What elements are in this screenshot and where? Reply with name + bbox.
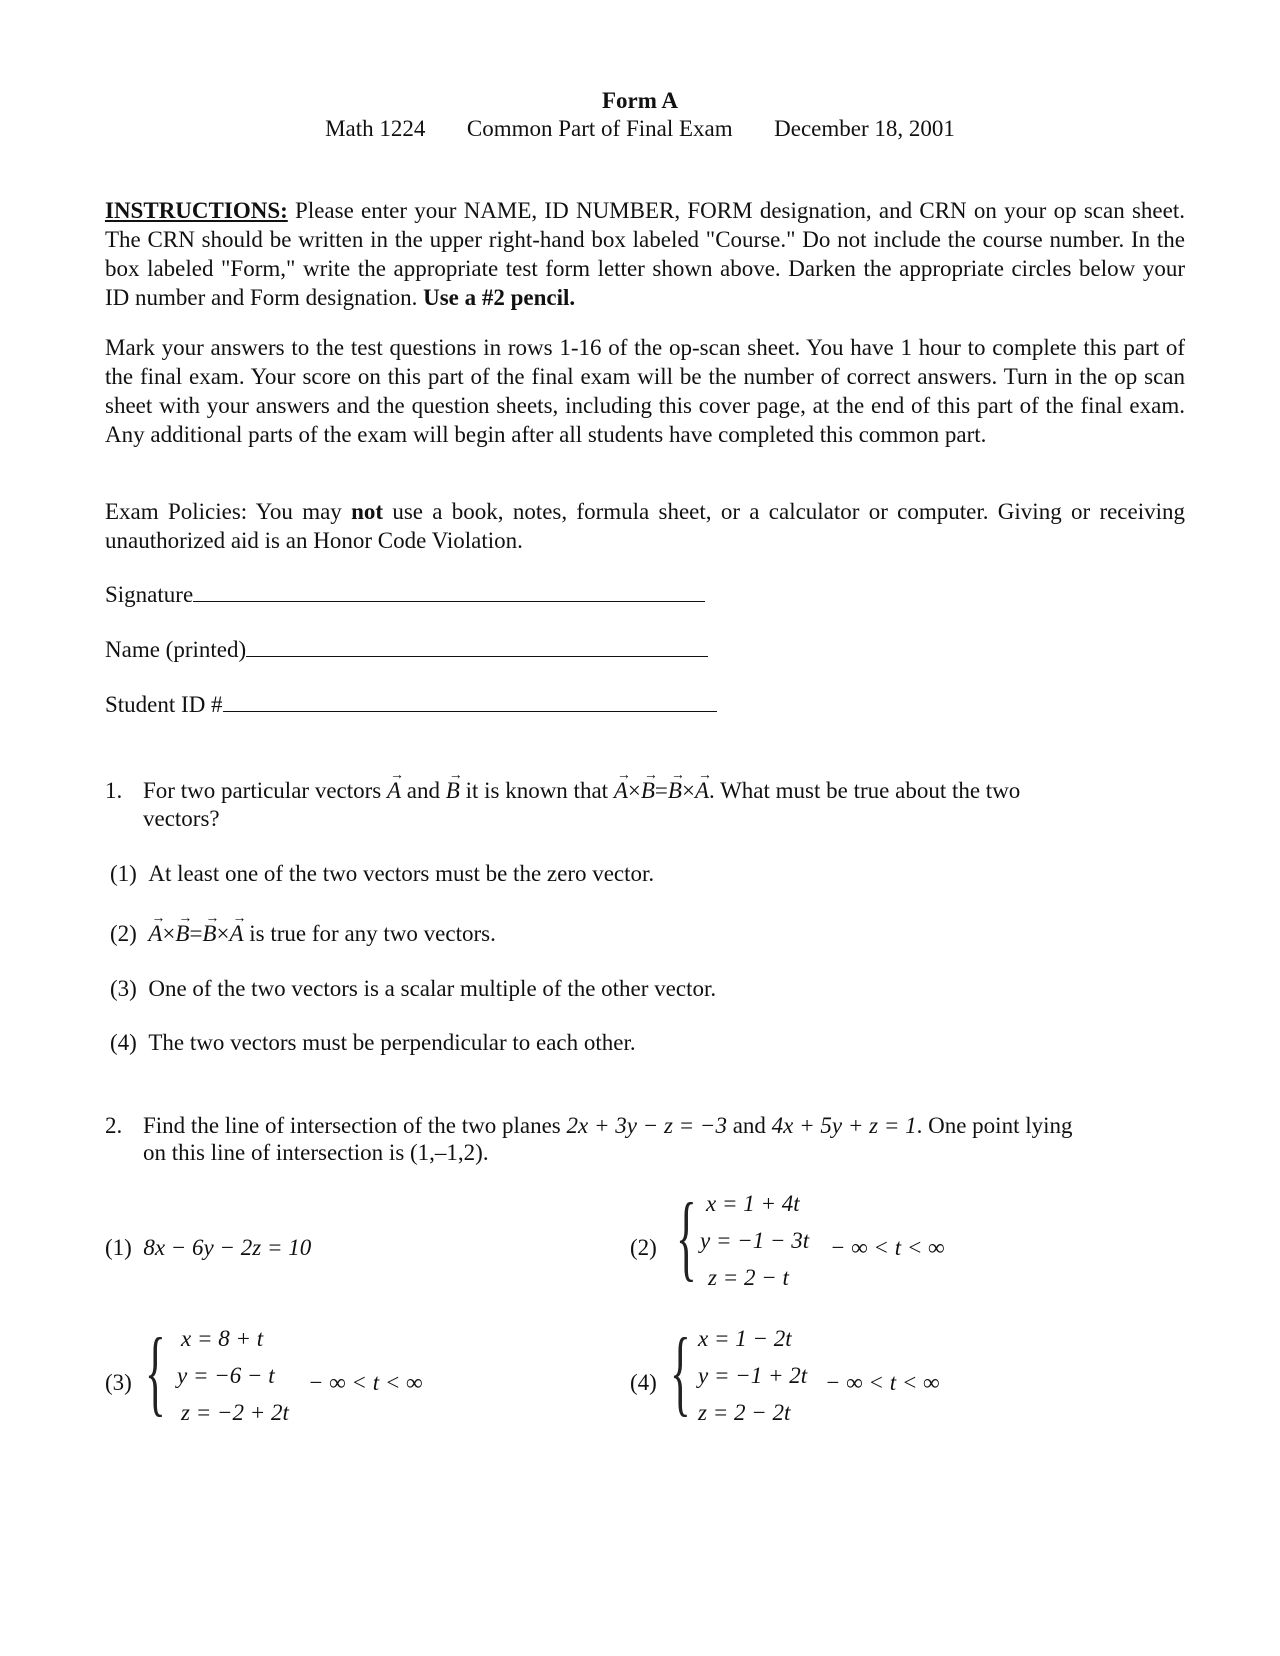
q1-and: and xyxy=(401,778,446,803)
parametric-system xyxy=(700,1185,809,1296)
exam-name: Common Part of Final Exam xyxy=(466,116,733,141)
vector-a: → A xyxy=(614,776,628,805)
parametric-system xyxy=(177,1320,289,1431)
policies-not: not xyxy=(351,499,384,524)
equation-z: z = 2 − t xyxy=(708,1265,789,1290)
policies-after: use a book, notes, formula sheet, or a calculator or computer. Giving or receiving unauthorized aid is an Honor Code Violation. xyxy=(105,499,1186,553)
option-text: One of the two vectors is a scalar multiple of the other vector. xyxy=(148,976,717,1001)
instructions-paragraph xyxy=(105,196,1185,312)
signature-label: Signature xyxy=(105,582,194,607)
option-number: (4) xyxy=(630,1370,657,1395)
option-text: At least one of the two vectors must be the zero vector. xyxy=(148,861,655,886)
option-equation: 8x − 6y − 2z = 10 xyxy=(143,1235,312,1260)
student-id-label: Student ID # xyxy=(105,692,223,717)
cross-symbol: × xyxy=(216,921,230,946)
student-id-field xyxy=(105,690,717,719)
q1-text-c: . What must be true about the two xyxy=(709,778,1021,803)
exam-date: December 18, 2001 xyxy=(774,116,955,141)
q1-text-b: it is known that xyxy=(459,778,614,803)
equals-symbol: = xyxy=(189,921,203,946)
vector-b: → B xyxy=(446,776,460,805)
cross-symbol: × xyxy=(162,921,176,946)
q2-option-3[interactable] xyxy=(105,1320,435,1440)
q1-text-a: For two particular vectors xyxy=(143,778,387,803)
equation-z: z = 2 − 2t xyxy=(698,1400,791,1425)
equation-y: y = −6 − t xyxy=(177,1363,275,1388)
pencil-note: Use a #2 pencil. xyxy=(423,285,576,310)
option-number: (3) xyxy=(105,1370,132,1395)
option-number: (1) xyxy=(110,861,137,886)
exam-policies-paragraph xyxy=(105,497,1185,555)
signature-field xyxy=(105,580,705,609)
q2-text-a: Find the line of intersection of the two planes xyxy=(143,1113,567,1138)
vector-b: → B xyxy=(175,919,189,948)
plane-2: 4x + 5y + z = 1 xyxy=(771,1113,917,1138)
equation-y: y = −1 − 3t xyxy=(700,1228,810,1253)
q2-option-1[interactable] xyxy=(105,1233,311,1262)
left-brace: { xyxy=(676,1183,697,1290)
q2-number: 2. xyxy=(105,1113,123,1138)
cross-symbol: × xyxy=(627,778,641,803)
q2-option-4[interactable] xyxy=(630,1320,960,1440)
parameter-range: − ∞ < t < ∞ xyxy=(830,1235,945,1260)
cross-symbol: × xyxy=(681,778,695,803)
option-text: The two vectors must be perpendicular to each other. xyxy=(148,1030,636,1055)
vector-a: → A xyxy=(148,919,162,948)
equation-x: x = 1 + 4t xyxy=(706,1191,800,1216)
name-line[interactable] xyxy=(246,636,708,657)
option-text: is true for any two vectors. xyxy=(249,921,496,946)
parameter-range: − ∞ < t < ∞ xyxy=(825,1370,940,1395)
signature-line[interactable] xyxy=(193,581,705,602)
equation-x: x = 8 + t xyxy=(181,1326,264,1351)
q1-option-4[interactable] xyxy=(110,1028,636,1057)
vector-a: → A xyxy=(229,919,243,948)
option-number: (2) xyxy=(630,1235,657,1260)
q1-number: 1. xyxy=(105,778,123,803)
q2-text-c: on this line of intersection is xyxy=(143,1140,411,1165)
left-brace: { xyxy=(670,1318,691,1425)
equals-symbol: = xyxy=(654,778,668,803)
left-brace: { xyxy=(145,1318,166,1425)
parametric-system xyxy=(698,1320,807,1431)
policies-before: Exam Policies: You may xyxy=(105,499,352,524)
option-number: (3) xyxy=(110,976,137,1001)
student-id-line[interactable] xyxy=(223,691,717,712)
mark-answers-paragraph: Mark your answers to the test questions in rows 1-16 of the op-scan sheet. You have 1 hour to complete this part of the final exam. Your score on this part of the final exam will be the number of correct answers. Turn in the op scan sheet with your answers and the question sheets, including this cover page, at the end of this part of the final exam. Any additional parts of the exam will begin after all students have completed this common part. xyxy=(105,335,1185,447)
option-number: (1) xyxy=(105,1235,132,1260)
course-number: Math 1224 xyxy=(325,116,426,141)
instructions-label: INSTRUCTIONS: xyxy=(105,198,288,223)
vector-b: → B xyxy=(641,776,655,805)
q1-option-1[interactable] xyxy=(110,859,654,888)
exam-header xyxy=(0,114,1280,143)
equation-y: y = −1 + 2t xyxy=(698,1363,808,1388)
q1-option-2[interactable] xyxy=(110,919,496,948)
parameter-range: − ∞ < t < ∞ xyxy=(308,1370,423,1395)
q2-text-b: . One point lying xyxy=(916,1113,1073,1138)
plane-1: 2x + 3y − z = −3 xyxy=(566,1113,727,1138)
instructions-text: Please enter your NAME, ID NUMBER, FORM designation, and CRN on your op scan sheet. The CRN should be written in the upper right-hand box labeled "Course." Do not include the course number. In the box labeled "Form," write the appropriate test form letter shown above. Darken the appropriate circles below your ID number and Form designation. xyxy=(105,198,1185,310)
q2-option-2[interactable] xyxy=(630,1185,950,1305)
vector-a: → A xyxy=(387,776,401,805)
vector-b: → B xyxy=(202,919,216,948)
name-label: Name (printed) xyxy=(105,637,247,662)
name-field xyxy=(105,635,708,664)
q1-stem-cont: vectors? xyxy=(143,806,220,831)
q2-point: (1,–1,2) xyxy=(410,1140,483,1165)
vector-a: → A xyxy=(695,776,709,805)
vector-b: → B xyxy=(668,776,682,805)
equation-x: x = 1 − 2t xyxy=(698,1326,792,1351)
option-number: (2) xyxy=(110,921,137,946)
q2-and: and xyxy=(726,1113,772,1138)
form-title: Form A xyxy=(601,88,678,113)
q1-option-3[interactable] xyxy=(110,974,716,1003)
equation-z: z = −2 + 2t xyxy=(181,1400,289,1425)
q2-period: . xyxy=(482,1140,489,1165)
q1-stem xyxy=(143,776,1193,805)
q2-stem-cont xyxy=(143,1138,489,1167)
q2-stem xyxy=(143,1111,1193,1140)
option-number: (4) xyxy=(110,1030,137,1055)
